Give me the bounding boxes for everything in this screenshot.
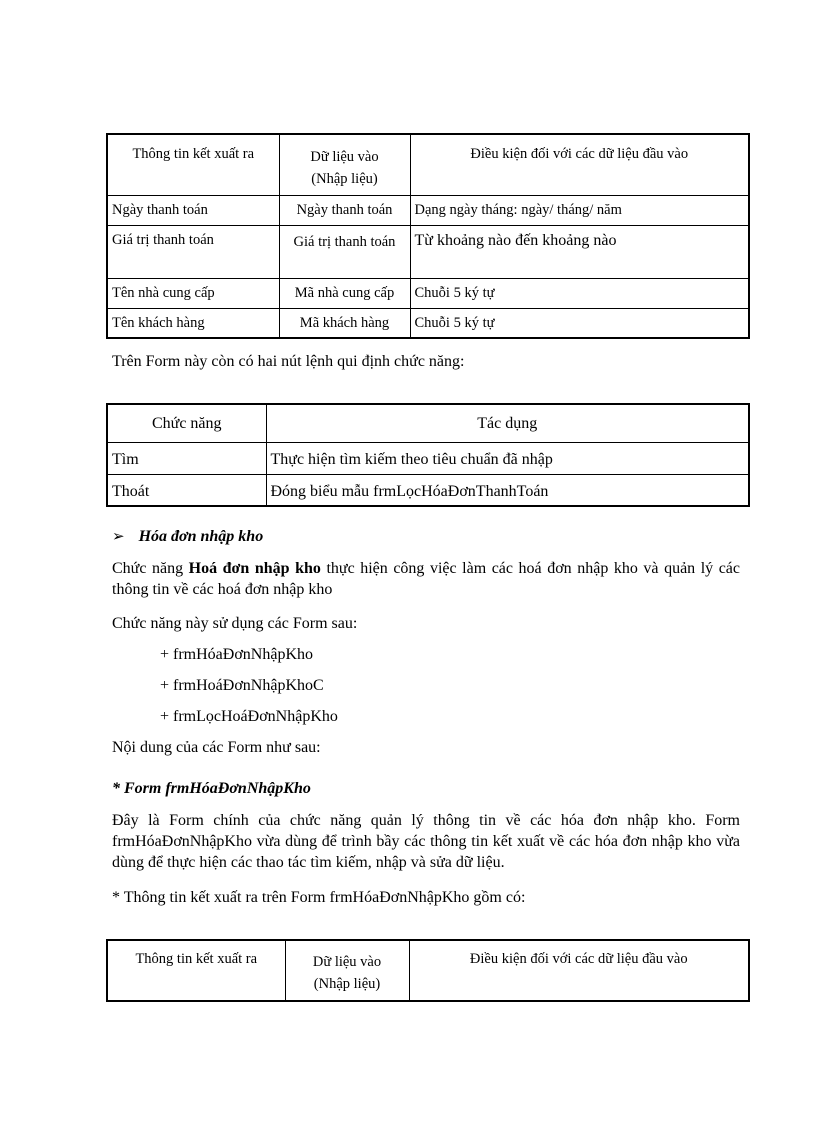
buttons-table [106, 403, 750, 507]
header-input-data [279, 134, 410, 195]
table-header-row [107, 940, 749, 1001]
forms-intro-paragraph: Chức năng này sử dụng các Form sau: [112, 615, 358, 632]
table-cell: Đóng biểu mẫu frmLọcHóaĐơnThanhToán [266, 474, 749, 506]
header-input-conditions: Điều kiện đối với các dữ liệu đầu vào [410, 134, 749, 195]
table-header-row [107, 404, 749, 442]
table-row [107, 195, 749, 225]
table-cell: Ngày thanh toán [279, 195, 410, 225]
table-row [107, 308, 749, 338]
table-cell: Thực hiện tìm kiếm theo tiêu chuẩn đã nhập [266, 442, 749, 474]
function-paragraph-post: thực hiện công việc làm các hoá đơn nhập kho và quản lý các thông tin về các hoá đơn nhập kho [112, 560, 741, 598]
function-paragraph-pre: Chức năng [112, 560, 189, 577]
table-cell: Dạng ngày tháng: ngày/ tháng/ năm [410, 195, 749, 225]
table-cell: Ngày thanh toán [107, 195, 279, 225]
header-output-info: Thông tin kết xuất ra [107, 134, 279, 195]
table-cell: Tên khách hàng [107, 308, 279, 338]
header-effect: Tác dụng [266, 404, 749, 442]
header-input-data-line1: Dữ liệu vào [310, 149, 379, 165]
buttons-intro-paragraph: Trên Form này còn có hai nút lệnh qui định chức năng: [112, 353, 465, 370]
arrow-bullet-icon: ➢ [112, 529, 125, 545]
function-paragraph-bold: Hoá đơn nhập kho [188, 560, 321, 577]
header-output-info: Thông tin kết xuất ra [107, 940, 285, 1001]
header-input-data-line2: (Nhập liệu) [313, 976, 381, 992]
form-list-item: + frmLọcHoáĐơnNhậpKho [160, 708, 338, 725]
header-input-conditions: Điều kiện đối với các dữ liệu đầu vào [409, 940, 749, 1001]
table-row [107, 278, 749, 308]
function-paragraph [112, 558, 740, 600]
table-cell: Tên nhà cung cấp [107, 278, 279, 308]
table-cell: Giá trị thanh toán [279, 225, 410, 278]
section-heading-text: Hóa đơn nhập kho [138, 528, 264, 545]
header-input-data-line1: Dữ liệu vào [312, 954, 382, 970]
table-cell: Thoát [107, 474, 266, 506]
table-cell: Chuỗi 5 ký tự [410, 278, 749, 308]
table-cell: Từ khoảng nào đến khoảng nào [410, 225, 749, 278]
section-heading [112, 526, 263, 548]
table-cell: Mã nhà cung cấp [279, 278, 410, 308]
table-row [107, 442, 749, 474]
table-cell: Tìm [107, 442, 266, 474]
table-cell: Mã khách hàng [279, 308, 410, 338]
header-function: Chức năng [107, 404, 266, 442]
table-header-row [107, 134, 749, 195]
header-input-data-line2: (Nhập liệu) [311, 171, 378, 187]
form-list-item: + frmHoáĐơnNhậpKhoC [160, 677, 324, 694]
output-intro-paragraph: * Thông tin kết xuất ra trên Form frmHóaĐơnNhậpKho gồm có: [112, 889, 526, 906]
main-form-paragraph: Đây là Form chính của chức năng quản lý thông tin về các hóa đơn nhập kho. Form frmHóaĐơnNhậpKho vừa dùng để trình bầy các thông tin kết xuất về các hóa đơn nhập kho vừa dùng để thực hiện các thao tác tìm kiếm, nhập và sửa dữ liệu. [112, 812, 740, 871]
table-row [107, 225, 749, 278]
table-cell: Chuỗi 5 ký tự [410, 308, 749, 338]
form-list-item: + frmHóaĐơnNhậpKho [160, 646, 314, 663]
contents-paragraph: Nội dung của các Form như sau: [112, 739, 321, 756]
table-row [107, 474, 749, 506]
table-cell: Giá trị thanh toán [107, 225, 279, 278]
header-input-data [285, 940, 409, 1001]
form-output-table [106, 939, 750, 1002]
input-conditions-table [106, 133, 750, 339]
form-heading: * Form frmHóaĐơnNhậpKho [112, 780, 311, 797]
